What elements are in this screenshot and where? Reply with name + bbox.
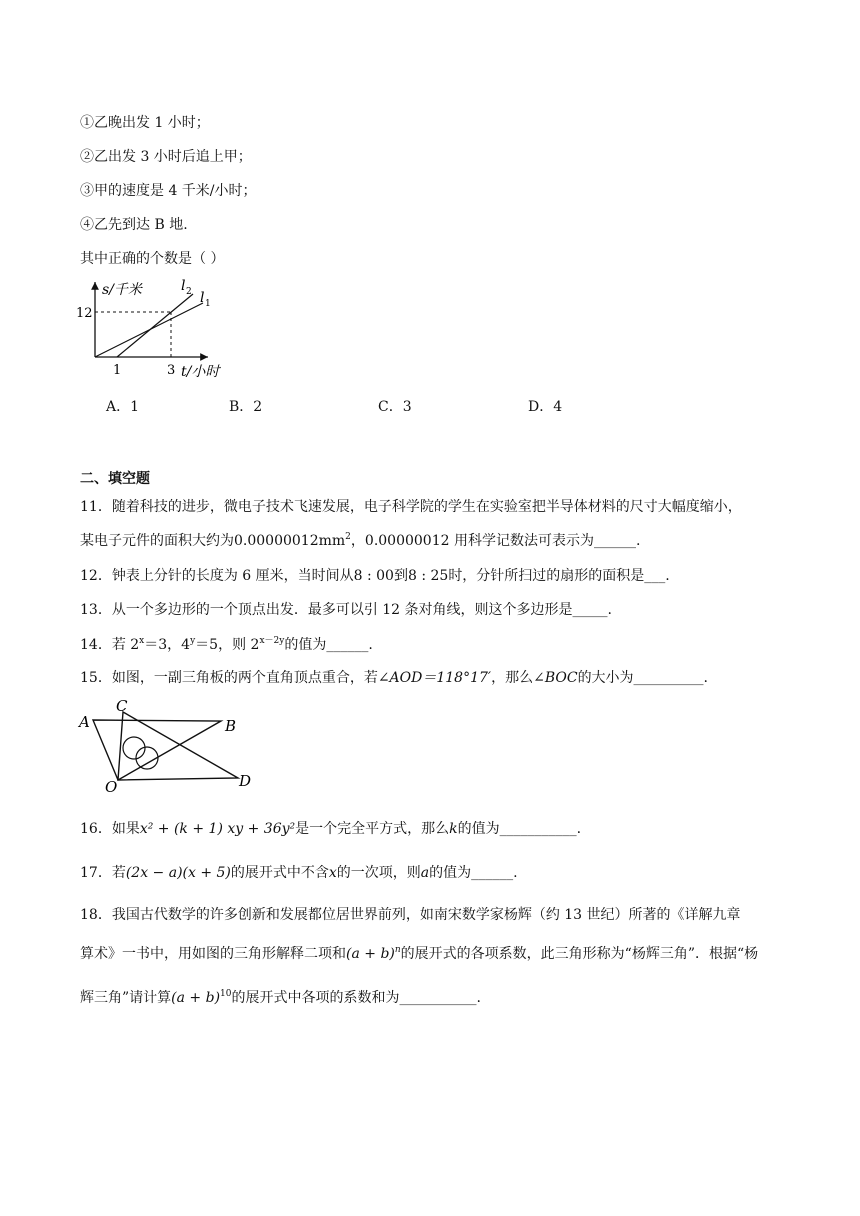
q17-text-c: 的一次项，则 xyxy=(336,865,421,881)
point-a-label: A xyxy=(79,713,90,731)
q18-expression-10: (a + b) xyxy=(171,990,221,1006)
statement-1: ①乙晚出发 1 小时； xyxy=(80,115,210,131)
section-title: 二、填空题 xyxy=(80,471,150,487)
point-c-label: C xyxy=(116,697,128,715)
q17-variable-x: x xyxy=(328,865,337,881)
q18-text-a: 算术》一书中，用如图的三角形解释二项和 xyxy=(80,946,346,962)
q15-angle-aod: ∠AOD＝118°17′ xyxy=(377,670,492,686)
point-b-label: B xyxy=(225,717,237,735)
q11-area-exponent: 2 xyxy=(345,532,351,542)
q18-text-b: 的展开式的各项系数，此三角形称为“杨辉三角”．根据“杨 xyxy=(400,946,759,962)
q15-angle-boc: ∠BOC xyxy=(533,670,578,686)
q16-variable-k: k xyxy=(449,821,458,837)
q15-text-c: 的大小为__________. xyxy=(577,670,709,686)
line-l2 xyxy=(117,294,193,357)
x-tick-1: 1 xyxy=(113,363,122,378)
question-18-line-1: 18．我国古代数学的许多创新和发展都位居世界前列，如南宋数学家杨辉（约 13 世纪）所著的《详解九章 xyxy=(80,907,741,923)
q12-time-2: 8 : 25 xyxy=(407,568,449,584)
triangle-aob xyxy=(93,720,221,780)
q11-area-value: 0.00000012mm xyxy=(234,533,346,549)
question-12 xyxy=(80,565,670,585)
q14-text-d: 的值为______. xyxy=(284,637,373,653)
q17-text-b: 的展开式中不含 xyxy=(230,865,329,881)
statement-3: ③甲的速度是 4 千米/小时； xyxy=(80,183,257,199)
question-16 xyxy=(80,818,581,838)
question-11-line-2 xyxy=(80,530,640,550)
line-l2-label: l xyxy=(181,278,186,294)
line-l1-label: l xyxy=(200,290,205,306)
q12-text-c: 时，分针所扫过的扇形的面积是___. xyxy=(448,568,670,584)
q14-exp-x-2y: x－2y xyxy=(259,636,285,646)
y-tick-12: 12 xyxy=(76,306,93,321)
line-l2-subscript: 2 xyxy=(186,287,192,297)
q18-text-c: 辉三角”请计算 xyxy=(80,990,172,1006)
question-18-line-3 xyxy=(80,987,481,1007)
q15-text-a: 15．如图，一副三角板的两个直角顶点重合，若 xyxy=(80,670,378,686)
q11-text-a: 某电子元件的面积大约为 xyxy=(80,533,234,549)
question-10-prompt: 其中正确的个数是（ ） xyxy=(80,251,225,267)
q18-exponent-10: 10 xyxy=(220,989,232,999)
q15-text-b: ，那么 xyxy=(491,670,534,686)
y-axis-label: s/千米 xyxy=(102,282,142,298)
x-axis-label: t/小时 xyxy=(181,364,220,380)
option-c: C．3 xyxy=(378,399,412,415)
option-d: D．4 xyxy=(528,399,563,415)
statement-2: ②乙出发 3 小时后追上甲； xyxy=(80,149,252,165)
q14-text-a: 14．若 2 xyxy=(80,637,140,653)
q16-text-b: 是一个完全平方式，那么 xyxy=(295,821,450,837)
q12-time-1: 8 : 00 xyxy=(353,568,394,584)
q17-expression: (2x − a)(x + 5) xyxy=(125,865,231,881)
q17-text-a: 17．若 xyxy=(80,865,126,881)
question-18-line-2 xyxy=(80,943,758,963)
q17-variable-a: a xyxy=(420,865,430,881)
q17-text-d: 的值为______. xyxy=(429,865,518,881)
distance-time-graph xyxy=(76,274,236,384)
q16-text-a: 16．如果 xyxy=(80,821,140,837)
question-13: 13．从一个多边形的一个顶点出发．最多可以引 12 条对角线，则这个多边形是_____. xyxy=(80,602,612,618)
option-a: A．1 xyxy=(106,399,140,415)
x-tick-3: 3 xyxy=(167,363,176,378)
q12-text-b: 到 xyxy=(393,568,408,584)
point-d-label: D xyxy=(239,772,252,790)
question-11-line-1: 11．随着科技的进步，微电子技术飞速发展，电子科学院的学生在实验室把半导体材料的尺寸大幅度缩小， xyxy=(80,499,742,515)
question-17 xyxy=(80,862,518,882)
statement-4: ④乙先到达 B 地. xyxy=(80,217,188,233)
point-o-label: O xyxy=(105,778,118,796)
q14-text-b: ＝3，4 xyxy=(144,637,191,653)
q18-exponent-n: n xyxy=(394,945,401,955)
q14-exp-y: y xyxy=(190,636,196,646)
q11-text-b: ，0.00000012 用科学记数法可表示为______. xyxy=(350,533,641,549)
q14-exp-x: x xyxy=(139,636,145,646)
q12-text-a: 12．钟表上分针的长度为 6 厘米，当时间从 xyxy=(80,568,354,584)
q18-expression-n: (a + b) xyxy=(346,946,395,962)
q16-text-c: 的值为___________. xyxy=(457,821,582,837)
option-b: B．2 xyxy=(229,399,263,415)
triangle-rulers-figure xyxy=(76,696,266,796)
question-15 xyxy=(80,667,708,687)
line-l1-subscript: 1 xyxy=(205,299,211,309)
q16-expression: x² + (k + 1) xy + 36y² xyxy=(139,821,296,837)
question-14 xyxy=(80,633,373,654)
q14-text-c: ＝5，则 2 xyxy=(195,637,260,653)
q18-text-d: 的展开式中各项的系数和为___________. xyxy=(231,990,481,1006)
